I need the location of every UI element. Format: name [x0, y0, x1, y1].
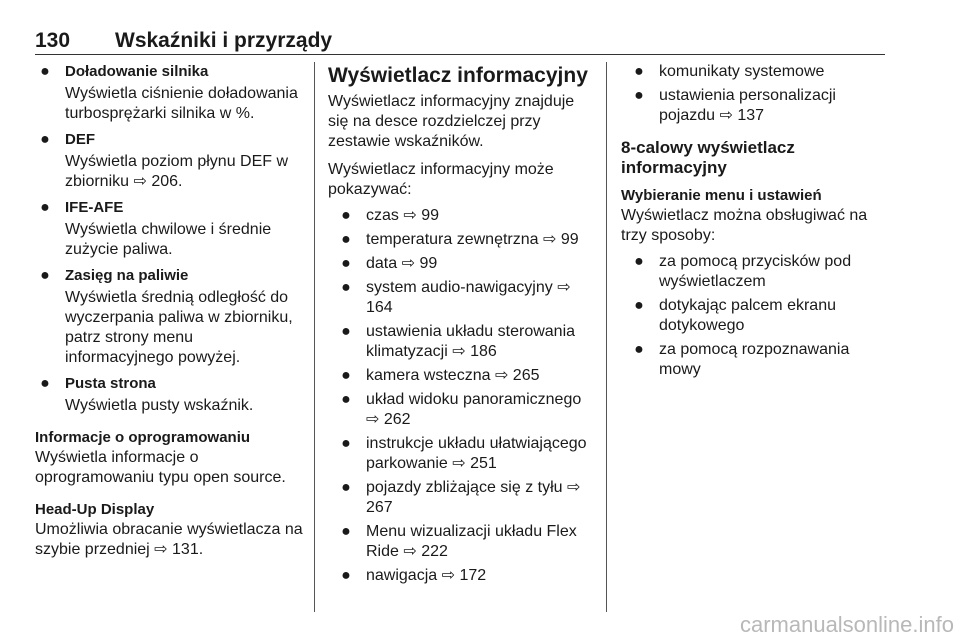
hud-text: Umożliwia obracanie wyświetlacza na szybie przedniej ⇨ 131.	[35, 521, 303, 558]
column-2	[328, 62, 593, 590]
page-header	[35, 30, 885, 52]
list-item	[35, 62, 303, 124]
item-text: komunikaty systemowe	[659, 63, 825, 80]
column-divider-1	[314, 62, 315, 612]
item-text: za pomocą rozpoznawania mowy	[659, 341, 850, 378]
item-text: instrukcje układu ułatwiającego parkowanie ⇨ 251	[366, 435, 587, 472]
list-item	[336, 366, 593, 386]
section-text: Wyświetlacz można obsługiwać na trzy sposoby:	[621, 207, 868, 244]
list-item	[336, 522, 593, 562]
list-item	[336, 434, 593, 474]
bullet-icon: ●	[341, 323, 351, 340]
watermark: carmanualsonline.info	[739, 612, 954, 637]
bullet-icon: ●	[634, 253, 644, 270]
item-text: ustawienia układu sterowania klimatyzacji ⇨ 186	[366, 323, 576, 360]
header-rule	[35, 54, 885, 55]
item-text: pojazdy zbliżające się z tyłu ⇨ 267	[366, 479, 581, 516]
item-text: dotykając palcem ekranu dotykowego	[659, 297, 836, 334]
bullet-icon: ●	[341, 367, 351, 384]
item-description: Wyświetla ciśnienie doładowania turbosprężarki silnika w %.	[65, 85, 298, 122]
software-text: Wyświetla informacje o oprogramowaniu typu open source.	[35, 449, 286, 486]
intro-paragraph-1: Wyświetlacz informacyjny znajduje się na desce rozdzielczej przy zestawie wskaźników.	[328, 93, 575, 150]
bullet-icon: ●	[40, 267, 50, 284]
item-term: DEF	[65, 131, 95, 148]
bullet-icon: ●	[634, 63, 644, 80]
list-item	[336, 322, 593, 362]
section-heading: 8-calowy wyświetlacz informacyjny	[621, 138, 795, 177]
bullet-icon: ●	[634, 87, 644, 104]
list-item	[35, 130, 303, 192]
item-text: temperatura zewnętrzna ⇨ 99	[366, 231, 579, 248]
item-description: Wyświetla średnią odległość do wyczerpania paliwa w zbiorniku, patrz strony menu informacyjnego powyżej.	[65, 289, 293, 366]
item-term: Pusta strona	[65, 375, 156, 392]
item-text: data ⇨ 99	[366, 255, 438, 272]
hud-heading: Head-Up Display	[35, 501, 155, 518]
list-item	[629, 340, 886, 380]
bullet-icon: ●	[341, 479, 351, 496]
item-text: system audio-nawigacyjny ⇨ 164	[366, 279, 571, 316]
item-description: Wyświetla pusty wskaźnik.	[65, 397, 254, 414]
section-heading: Wyświetlacz informacyjny	[328, 64, 588, 87]
bullet-icon: ●	[40, 63, 50, 80]
list-item	[336, 278, 593, 318]
bullet-icon: ●	[40, 375, 50, 392]
list-item	[35, 374, 303, 416]
item-term: Zasięg na paliwie	[65, 267, 189, 284]
bullet-icon: ●	[341, 523, 351, 540]
list-item	[35, 198, 303, 260]
intro-paragraph-2: Wyświetlacz informacyjny może pokazywać:	[328, 161, 554, 198]
list-item	[336, 254, 593, 274]
list-item	[336, 230, 593, 250]
software-heading: Informacje o oprogramowaniu	[35, 429, 251, 446]
bullet-icon: ●	[341, 279, 351, 296]
list-item	[336, 206, 593, 226]
list-item	[336, 566, 593, 586]
bullet-icon: ●	[40, 199, 50, 216]
column-3	[621, 62, 886, 384]
list-item	[35, 266, 303, 368]
bullet-icon: ●	[341, 255, 351, 272]
bullet-icon: ●	[341, 231, 351, 248]
item-text: za pomocą przycisków pod wyświetlaczem	[659, 253, 852, 290]
item-term: IFE-AFE	[65, 199, 124, 216]
item-text: Menu wizualizacji układu Flex Ride ⇨ 222	[366, 523, 577, 560]
item-text: ustawienia personalizacji pojazdu ⇨ 137	[659, 87, 836, 124]
column-1	[35, 62, 303, 560]
item-text: czas ⇨ 99	[366, 207, 439, 224]
bullet-icon: ●	[634, 341, 644, 358]
list-item	[629, 296, 886, 336]
bullet-icon: ●	[40, 131, 50, 148]
subheading: Wybieranie menu i ustawień	[621, 187, 822, 204]
list-item	[629, 62, 886, 82]
list-item	[336, 478, 593, 518]
page-number: 130	[35, 29, 71, 52]
page-title: Wskaźniki i przyrządy	[115, 29, 333, 52]
list-item	[336, 390, 593, 430]
bullet-icon: ●	[341, 435, 351, 452]
item-description: Wyświetla chwilowe i średnie zużycie paliwa.	[65, 221, 272, 258]
bullet-icon: ●	[341, 207, 351, 224]
item-text: kamera wsteczna ⇨ 265	[366, 367, 540, 384]
item-description: Wyświetla poziom płynu DEF w zbiorniku ⇨ 206.	[65, 153, 289, 190]
bullet-icon: ●	[341, 391, 351, 408]
bullet-icon: ●	[634, 297, 644, 314]
column-divider-2	[606, 62, 607, 612]
item-text: nawigacja ⇨ 172	[366, 567, 487, 584]
list-item	[629, 86, 886, 126]
item-text: układ widoku panoramicznego ⇨ 262	[366, 391, 582, 428]
bullet-icon: ●	[341, 567, 351, 584]
list-item	[629, 252, 886, 292]
item-term: Doładowanie silnika	[65, 63, 209, 80]
